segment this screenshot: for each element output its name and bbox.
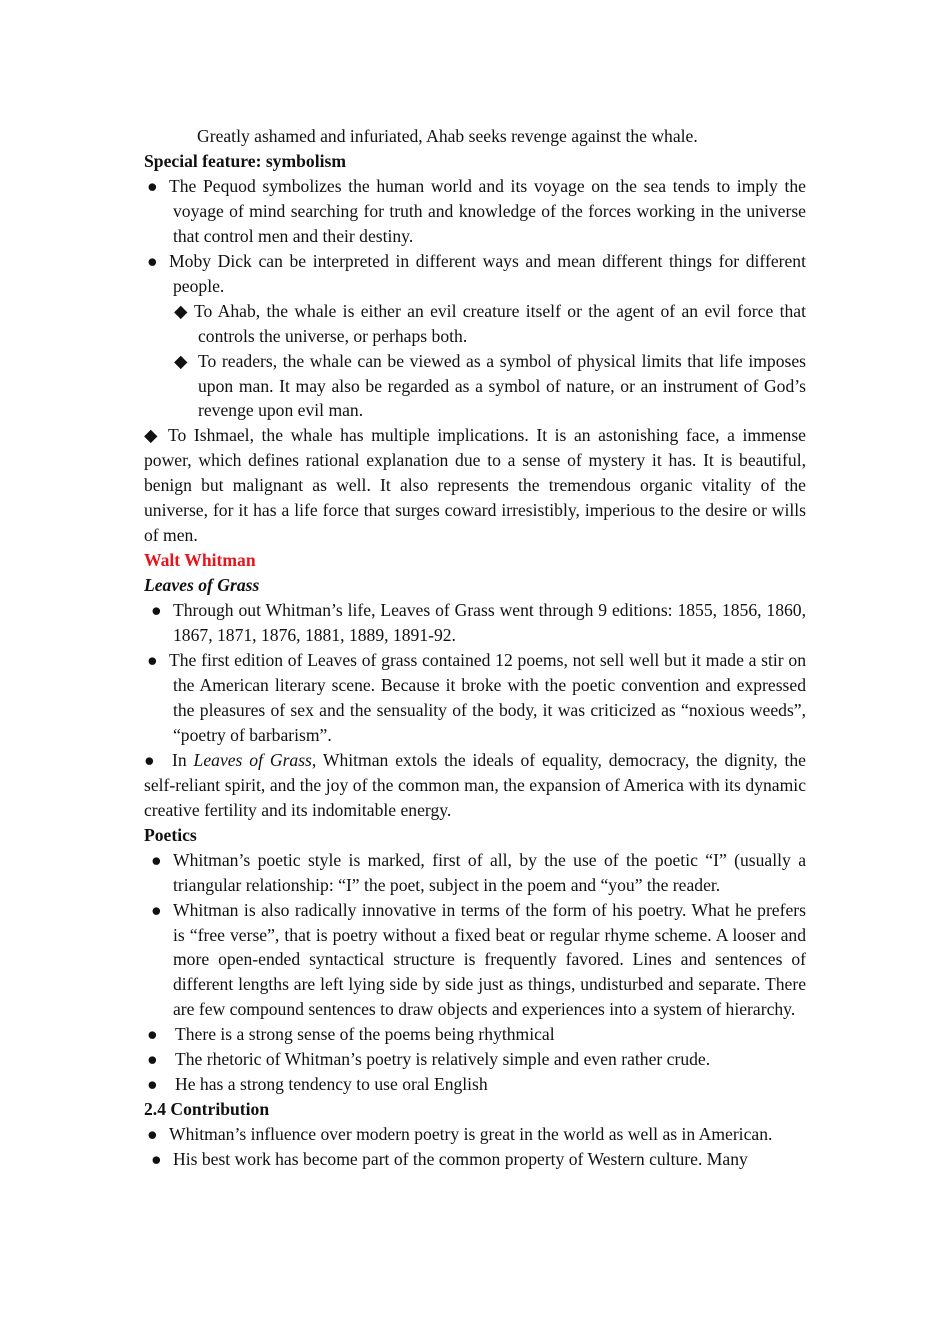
bullet-icon: ● [151,1149,162,1170]
bullet-icon: ● [147,1124,158,1145]
diamond-bullet-icon: ◆ [144,425,158,446]
list-item-text: There is a strong sense of the poems being rhythmical [175,1024,555,1045]
sublist-item-ahab [144,299,806,349]
bullet-icon: ● [151,899,162,920]
list-item-pequod [144,174,806,249]
bullet-icon: ● [147,1074,158,1095]
paragraph-ishmael [144,423,806,548]
list-item-text: Whitman’s poetic style is marked, first of all, by the use of the poetic “I” (usually a triangular relationship: “I” the poet, subject in the poem and “you” the reader. [173,849,806,895]
paragraph-ahab: Greatly ashamed and infuriated, Ahab seeks revenge against the whale. [197,126,698,146]
bullet-icon: ● [144,749,155,770]
diamond-bullet-icon: ◆ [174,300,188,321]
diamond-bullet-icon: ◆ [174,350,188,371]
list-item-rhythm [144,1022,806,1047]
text-fragment: , Whitman extols the ideals of equality, democracy, the dignity, the self-reliant spirit, and the joy of the common man, the expansion of America with its dynamic creative fertility and its indomitable energy. [144,749,806,820]
list-item-text: Moby Dick can be interpreted in different ways and mean different things for different people. [169,250,806,296]
bullet-icon: ● [147,250,158,271]
heading-poetics: Poetics [144,824,197,845]
list-item-text: He has a strong tendency to use oral English [175,1074,488,1095]
list-item-text: The rhetoric of Whitman’s poetry is relatively simple and even rather crude. [175,1049,711,1070]
heading-symbolism: Special feature: symbolism [144,150,346,171]
heading-leaves-of-grass: Leaves of Grass [144,575,260,596]
list-item-rhetoric [144,1047,806,1072]
list-item-text: To Ahab, the whale is either an evil creature itself or the agent of an evil force that controls the universe, or perhaps both. [194,300,806,346]
list-item-text: Through out Whitman’s life, Leaves of Grass went through 9 editions: 1855, 1856, 1860, 1867, 1871, 1876, 1881, 1889, 1891-92. [173,600,806,646]
bullet-icon: ● [147,650,158,671]
document-page [144,124,806,1172]
list-item-text: Whitman’s influence over modern poetry is great in the world as well as in American. [169,1124,773,1145]
list-item-form [144,898,806,1023]
bullet-icon: ● [147,1024,158,1045]
list-item-editions [144,598,806,648]
list-item-text: To Ishmael, the whale has multiple implications. It is an astonishing face, a immense power, which defines rational explanation due to a sense of mystery it has. It is beautiful, benign but malignant as well. It also represents the tremendous organic vitality of the universe, for it has a life force that surges coward irresistibly, imperious to the desire or wills of men. [144,425,806,546]
list-item-first-edition [144,648,806,748]
text-fragment: In [172,749,187,770]
bullet-icon: ● [151,600,162,621]
list-item-oral [144,1072,806,1097]
list-item-text: The Pequod symbolizes the human world and its voyage on the sea tends to imply the voyage of mind searching for truth and knowledge of the forces working in the universe that control men and their destiny. [169,175,806,246]
bullet-icon: ● [147,175,158,196]
book-title: Leaves of Grass [193,749,312,770]
list-item-influence [144,1122,806,1147]
bullet-icon: ● [151,849,162,870]
heading-contribution: 2.4 Contribution [144,1099,270,1120]
paragraph-ideals [144,748,806,823]
list-item-text: Whitman is also radically innovative in terms of the form of his poetry. What he prefers is “free verse”, that is poetry without a fixed beat or regular rhyme scheme. A looser and more open-ended syntactical structure is frequently favored. Lines and sentences of different lengths are left lying side by side just as things, undisturbed and separate. There are few compound sentences to draw objects and experiences into a system of hierarchy. [173,899,806,1020]
list-item-style [144,848,806,898]
list-item-text: To readers, the whale can be viewed as a symbol of physical limits that life imposes upon man. It may also be regarded as a symbol of nature, or an instrument of God’s revenge upon evil man. [198,350,806,421]
sublist-item-readers [144,349,806,424]
list-item-text: His best work has become part of the common property of Western culture. Many [173,1149,748,1170]
list-item-property [144,1147,806,1172]
heading-walt-whitman: Walt Whitman [144,550,256,571]
list-item-moby-dick [144,249,806,299]
list-item-text: The first edition of Leaves of grass contained 12 poems, not sell well but it made a stir on the American literary scene. Because it broke with the poetic convention and expressed the pleasures of sex and the sensuality of the body, it was criticized as “noxious weeds”, “poetry of barbarism”. [169,650,806,745]
bullet-icon: ● [147,1049,158,1070]
